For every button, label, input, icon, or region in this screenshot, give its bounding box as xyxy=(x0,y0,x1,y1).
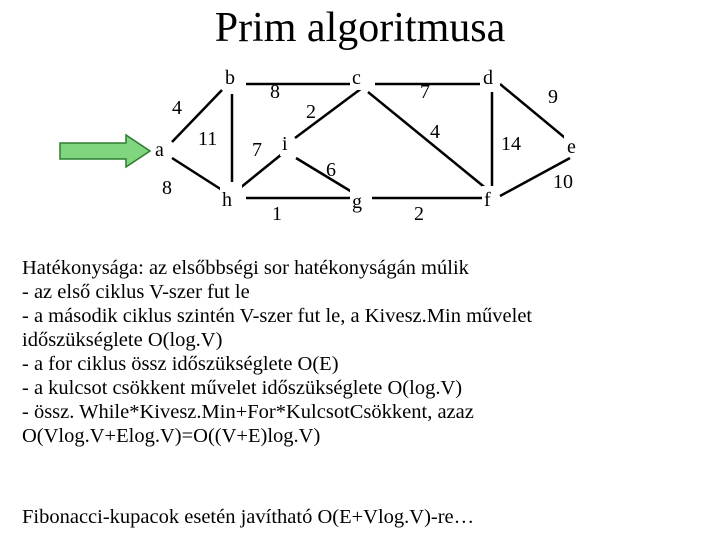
weight-b-h: 11 xyxy=(198,128,218,150)
node-h: h xyxy=(222,189,232,211)
fibonacci-note: Fibonacci-kupacok esetén javítható O(E+Vlog.V)-re… xyxy=(22,506,475,528)
weight-c-d: 7 xyxy=(420,81,430,103)
weight-a-b: 4 xyxy=(172,97,182,119)
edge-c-f xyxy=(368,92,488,190)
text-line: időszükséglete O(log.V) xyxy=(22,329,223,351)
edge-a-h xyxy=(172,158,222,190)
weight-e-f: 10 xyxy=(553,171,573,193)
node-f: f xyxy=(484,189,491,211)
node-b: b xyxy=(225,67,235,89)
weight-a-h: 8 xyxy=(162,177,172,199)
weight-c-f: 4 xyxy=(430,121,440,143)
weight-b-c: 8 xyxy=(270,81,280,103)
weight-h-i: 7 xyxy=(252,139,262,161)
weight-d-e: 9 xyxy=(548,86,558,108)
node-g: g xyxy=(352,191,362,213)
edge-i-g xyxy=(296,158,352,192)
weight-f-g: 2 xyxy=(414,203,424,225)
node-d: d xyxy=(483,67,493,89)
node-c: c xyxy=(352,67,361,89)
weight-g-h: 1 xyxy=(272,203,282,225)
complexity-paragraph xyxy=(22,256,712,448)
graph-diagram xyxy=(0,0,720,250)
text-line: - a kulcsot csökkent művelet időszükséglete O(log.V) xyxy=(22,377,463,399)
text-line: Hatékonysága: az elsőbbségi sor hatékonyságán múlik xyxy=(22,257,469,279)
text-line: - a for ciklus össz időszükséglete O(E) xyxy=(22,353,339,375)
text-line: - össz. While*Kivesz.Min+For*KulcsotCsökkent, azaz xyxy=(22,401,474,423)
slide-title: Prim algoritmusa xyxy=(214,5,506,51)
text-line: - az első ciklus V-szer fut le xyxy=(22,281,250,303)
text-line: O(Vlog.V+Elog.V)=O((V+E)log.V) xyxy=(22,425,321,447)
node-i: i xyxy=(282,133,288,155)
node-e: e xyxy=(567,136,576,158)
start-arrow-icon xyxy=(60,135,150,167)
node-a: a xyxy=(155,139,164,161)
weight-c-i: 2 xyxy=(306,101,316,123)
weight-g-i: 6 xyxy=(326,159,336,181)
weight-d-f: 14 xyxy=(501,133,521,155)
text-line: - a második ciklus szintén V-szer fut le, a Kivesz.Min művelet xyxy=(22,305,533,327)
